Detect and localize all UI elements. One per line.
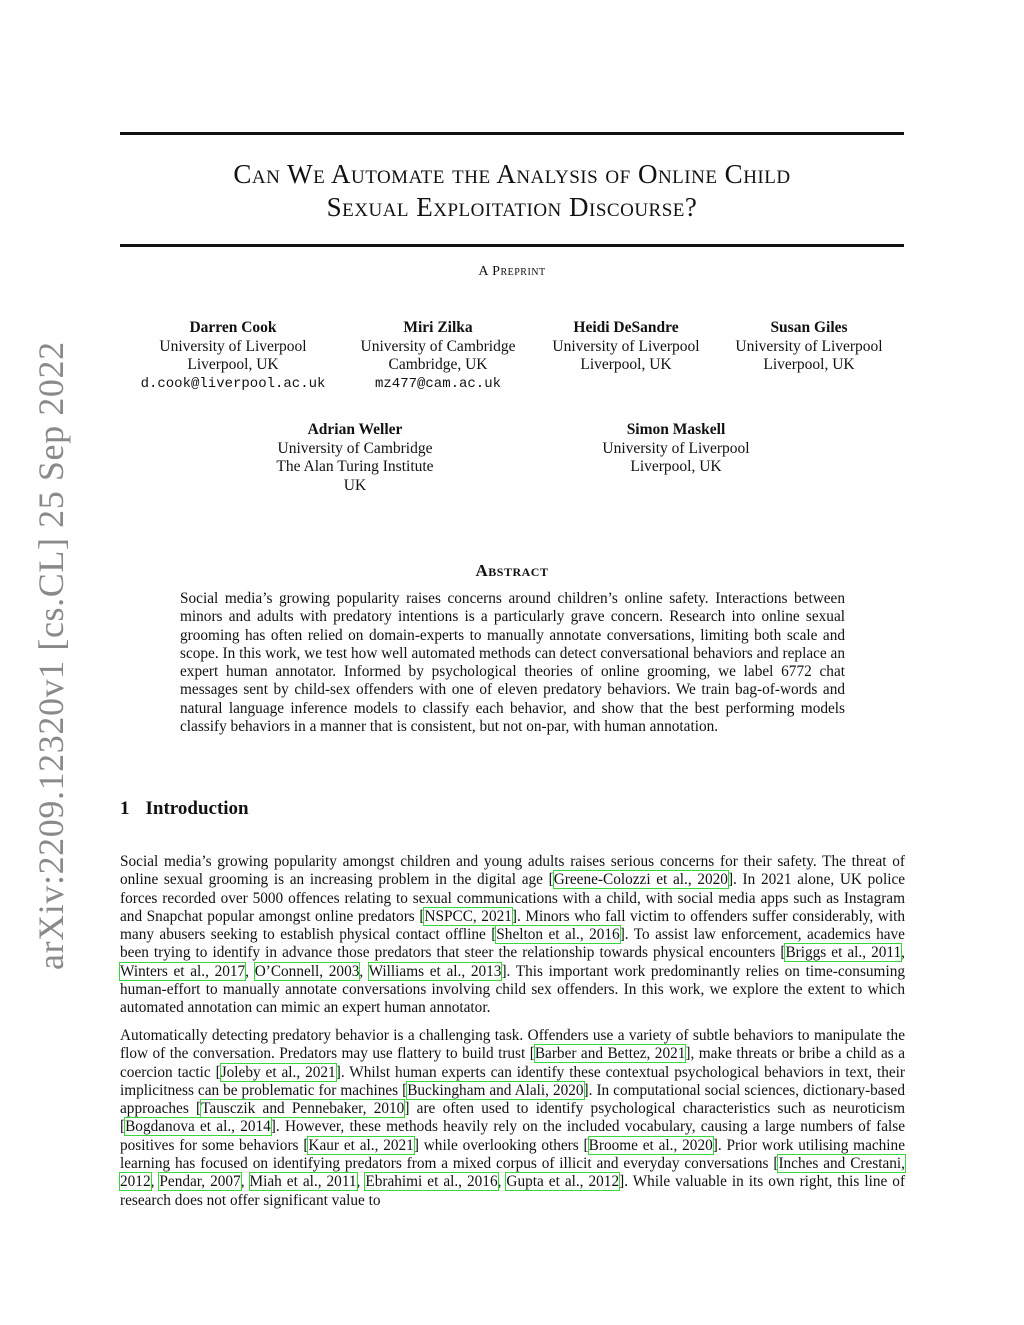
citation-link[interactable]: NSPCC, 2021 [424,907,512,925]
author-block [128,319,338,393]
author-name: Susan Giles [770,319,848,336]
author-location: Liverpool, UK [630,458,722,475]
citation-link[interactable]: Pendar, 2007 [159,1173,241,1191]
intro-paragraph-1 [120,853,905,1018]
text-run: ]. Whilst human experts can identify these contextual psychological behaviors in text, their implicitness can be problematic for machines [ [120,1063,905,1099]
author-email: mz477@cam.ac.uk [374,375,502,392]
text-run: ] while overlooking others [ [413,1136,589,1154]
citation-link[interactable]: Joleby et al., 2021 [220,1063,336,1081]
preprint-label: A Preprint [478,264,546,279]
author-location: Liverpool, UK [580,356,672,373]
author-name: Simon Maskell [626,421,726,438]
citation-link[interactable]: Buckingham and Alali, 2020 [407,1081,584,1099]
text-run: ], make threats or bribe a child as a coercion tactic [ [120,1045,905,1081]
author-name: Darren Cook [189,319,277,336]
separator: , [497,1173,507,1191]
separator: , [901,944,905,962]
author-affiliation: University of Cambridge [277,439,433,457]
text-run: ]. To assist law enforcement, academics have been trying to identify in advance those predators that steer the relationship towards physical encounters [ [120,926,905,962]
separator: , [150,1173,160,1191]
author-block [333,319,543,393]
section-title: Introduction [145,798,249,819]
citation-link[interactable]: Tausczik and Pennebaker, 2010 [201,1100,405,1118]
title-rule-top [120,132,904,135]
text-run: Social media’s growing popularity amongst children and young adults raises serious concerns for their safety. The threat of online sexual grooming is an increasing problem in the digital age [ [120,853,905,889]
text-run: ]. While valuable in its own right, this line of research does not offer significant value to [120,1173,906,1209]
author-block [571,421,781,477]
citation-link[interactable]: Barber and Bettez, 2021 [534,1045,686,1063]
citation-link[interactable]: Miah et al., 2011 [249,1173,357,1191]
intro-paragraph-2 [120,1027,905,1210]
arxiv-id: arXiv:2209.12320v1 [cs.CL] 25 Sep 2022 [31,341,71,970]
citation-link[interactable]: Briggs et al., 2011 [785,944,902,962]
author-affiliation: University of Liverpool [602,439,750,457]
text-run: ]. However, these methods heavily rely on the included vocabulary, causing a large numbers of false positives for some behaviors [ [120,1118,906,1154]
text-run: ] are often used to identify psychological characteristics such as neuroticism [ [120,1100,905,1136]
citation-link[interactable]: O’Connell, 2003 [254,962,360,980]
text-run: ]. In computational social sciences, dictionary-based approaches [ [120,1081,905,1118]
abstract-heading: Abstract [475,561,549,580]
author-block [704,319,914,375]
citation-link[interactable]: Inches and Crestani, 2012 [120,1155,905,1191]
separator: , [356,1173,366,1191]
author-name: Miri Zilka [403,319,473,336]
author-location: Cambridge, UK [388,356,488,373]
citation-link[interactable]: Gupta et al., 2012 [506,1173,620,1191]
text-run: ]. Prior work utilising machine learning has focused on identifying predators from a mixed corpus of illicit and everyday conversations [ [120,1136,905,1173]
text-run: ]. Minors who fall victim to offenders suffer considerably, with many abusers seeking to establish physical contact offline [ [120,907,905,944]
paper-title [120,158,904,224]
citation-link[interactable]: Kaur et al., 2021 [308,1136,414,1154]
author-block [250,421,460,495]
author-affiliation: University of Cambridge [360,337,516,355]
citation-link[interactable]: Winters et al., 2017 [120,962,246,980]
citation-link[interactable]: Shelton et al., 2016 [496,926,620,944]
title-line-2: Sexual Exploitation Discourse? [326,192,698,222]
author-location: UK [343,476,367,494]
author-affiliation: University of Liverpool [552,337,700,355]
author-block [521,319,731,375]
text-run: Automatically detecting predatory behavior is a challenging task. Offenders use a variety of subtle behaviors to manipulate the flow of the conversation. Predators may use flattery to build trust [ [120,1027,905,1063]
citation-link[interactable]: Broome et al., 2020 [588,1136,713,1154]
author-location: Liverpool, UK [763,356,855,373]
author-affiliation-2: The Alan Turing Institute [276,458,434,475]
author-affiliation: University of Liverpool [735,337,883,355]
author-name: Adrian Weller [307,421,403,438]
citation-link[interactable]: Bogdanova et al., 2014 [125,1118,271,1136]
abstract-text: Social media’s growing popularity raises concerns around children’s online safety. Interactions between minors and adults with predatory intentions is a particularly grave concern. Research into online sexual grooming has often relied on domain-experts to manually annotate conversations, limiting both scale and scope. In this work, we test how well automated methods can detect conversational behaviors and replace an expert human annotator. Informed by psychological theories of online grooming, we label 6772 chat messages sent by child-sex offenders with one of eleven predatory behaviors. We train bag-of-words and natural language inference models to classify each behavior, and show that the best performing models classify behaviors in a manner that is consistent, but not on-par, with human annotation. [180,590,845,736]
author-location: Liverpool, UK [187,356,279,373]
author-name: Heidi DeSandre [573,319,679,336]
separator: , [245,962,255,980]
separator: , [359,962,369,980]
section-heading [120,798,249,820]
text-run: ]. In 2021 alone, UK police forces recorded over 5000 offences relating to sexual communications with a child, with social media apps such as Instagram and Snapchat popular amongst online predators [ [120,871,906,925]
author-email: d.cook@liverpool.ac.uk [140,375,326,392]
title-rule-bottom [120,244,904,247]
citation-link[interactable]: Greene-Colozzi et al., 2020 [553,871,728,889]
citation-link[interactable]: Williams et al., 2013 [368,962,502,980]
author-affiliation: University of Liverpool [159,337,307,355]
section-number: 1 [120,798,130,819]
separator: , [240,1173,250,1191]
text-run: ]. This important work predominantly relies on time-consuming human-effort to manually annotate conversations involving child sex offenders. In this work, we explore the extent to which automated annotation can mimic an expert human annotator. [120,962,905,1017]
title-line-1: Can We Automate the Analysis of Online Child [233,159,791,189]
citation-link[interactable]: Ebrahimi et al., 2016 [365,1173,498,1191]
